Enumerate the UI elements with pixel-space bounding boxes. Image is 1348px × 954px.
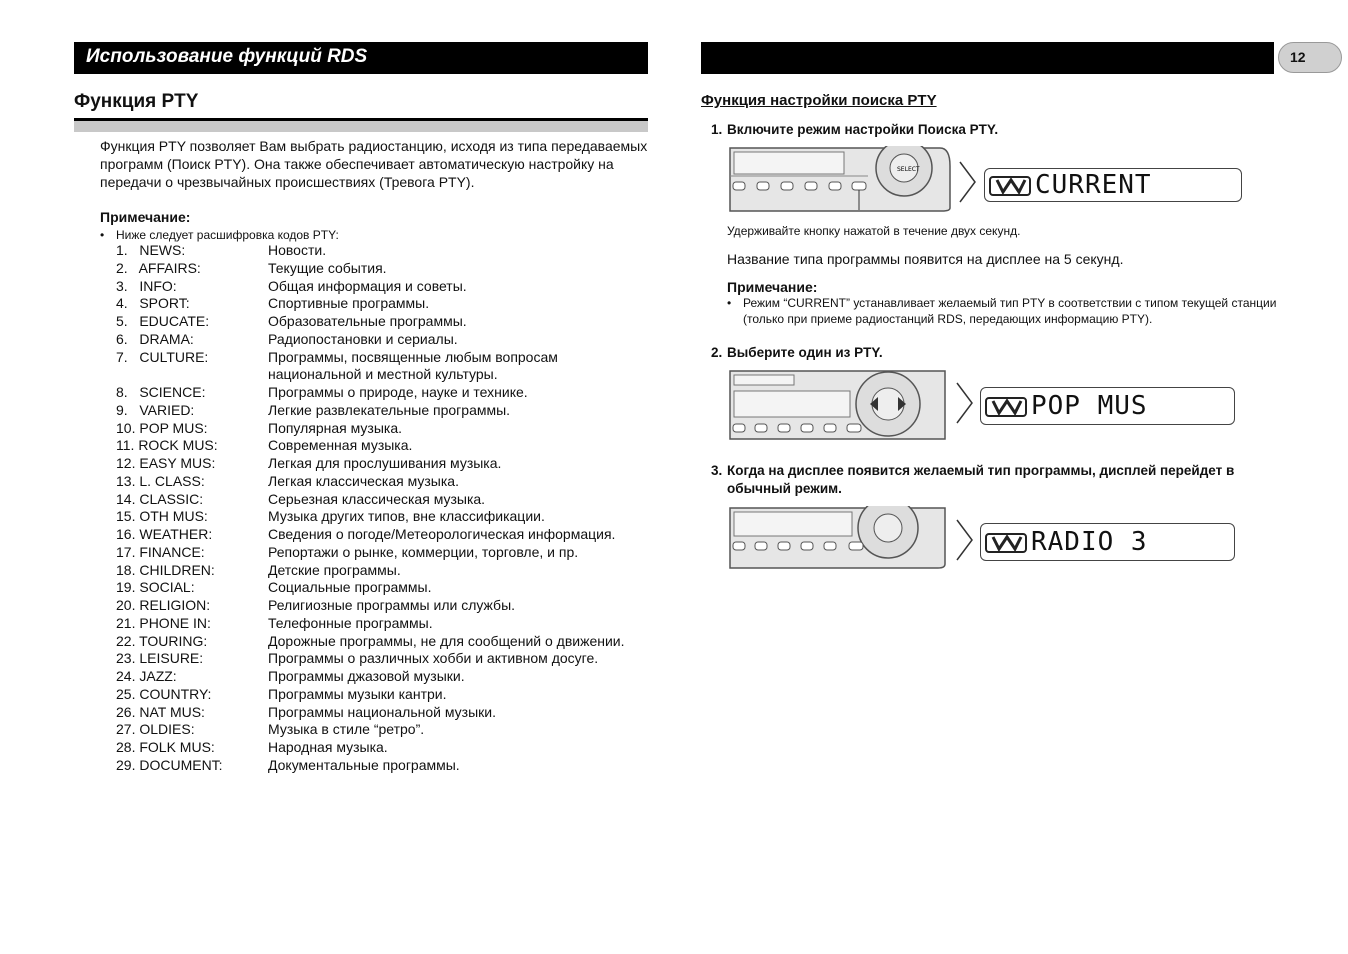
- pty-description: Дорожные программы, не для сообщений о движении.: [268, 632, 625, 649]
- pty-search-subtitle: Функция настройки поиска PTY: [701, 92, 937, 109]
- pty-description: Легкая для прослушивания музыка.: [268, 455, 502, 471]
- pty-description: Образовательные программы.: [268, 313, 467, 329]
- pty-description: Легкие развлекательные программы.: [268, 401, 511, 418]
- pty-code: 25. COUNTRY:: [116, 685, 212, 702]
- intro-paragraph: Функция PTY позволяет Вам выбрать радиостанцию, исходя из типа передаваемых программ (Поиск PTY). Она также обеспечивает автоматическую настройку на передачи о чрезвычайных происшествиях (Тревога PTY).: [100, 138, 648, 190]
- pty-description: Телефонные программы.: [268, 614, 433, 631]
- pty-description: Программы джазовой музыки.: [268, 668, 465, 684]
- page-number: 12: [1290, 49, 1306, 65]
- pty-description: Радиопостановки и сериалы.: [268, 330, 458, 347]
- pty-code: 8. SCIENCE:: [116, 384, 206, 400]
- pty-description: Детские программы.: [268, 561, 401, 578]
- pty-description: Легкая классическая музыка.: [268, 472, 459, 489]
- pty-code: 27. OLDIES:: [116, 721, 195, 738]
- pty-code: 20. RELIGION:: [116, 597, 211, 613]
- pty-icon: [989, 175, 1033, 197]
- pty-code: 23. LEISURE:: [116, 650, 204, 667]
- pty-code: 21. PHONE IN:: [116, 614, 211, 631]
- pty-code: 22. TOURING:: [116, 632, 208, 649]
- svg-text:SELECT: SELECT: [897, 166, 920, 173]
- arrow-right-icon: [955, 381, 975, 425]
- lcd-text: RADIO 3: [1031, 527, 1148, 557]
- pty-description: Музыка других типов, вне классификации.: [268, 508, 545, 525]
- pty-description: Религиозные программы или службы.: [268, 597, 516, 613]
- note-bullet: • Ниже следует расшифровка кодов PTY:: [100, 228, 339, 242]
- pty-description: Программы музыки кантри.: [268, 685, 447, 702]
- step-text: Выберите один из PTY.: [727, 345, 883, 360]
- hold-caption: Удерживайте кнопку нажатой в течение двух секунд.: [727, 224, 1021, 238]
- pty-description: Серьезная классическая музыка.: [268, 490, 486, 507]
- step-text: Когда на дисплее появится желаемый тип программы, дисплей перейдет в обычный режим.: [727, 463, 1235, 496]
- lcd-text: CURRENT: [1035, 170, 1152, 200]
- page-number-badge: [1278, 42, 1342, 73]
- pty-description: Программы национальной музыки.: [268, 703, 496, 720]
- section-title: Функция PTY: [74, 91, 199, 112]
- pty-description: Современная музыка.: [268, 437, 413, 454]
- pty-description: Программы, посвященные любым вопросам национальной и местной культуры.: [268, 348, 558, 383]
- arrow-right-icon: [955, 518, 975, 562]
- right-note-text: Режим “CURRENT” устанавливает желаемый тип PTY в соответствии с типом текущей станции (только при приеме радиостанций RDS, передающих информацию PTY).: [743, 296, 1277, 326]
- right-header-bar: [701, 42, 1274, 74]
- pty-description: Популярная музыка.: [268, 419, 403, 436]
- pty-icon: [985, 532, 1029, 554]
- head-unit-illustration-1: [728, 146, 952, 212]
- lcd-display-current: [984, 168, 1242, 202]
- pty-code: 19. SOCIAL:: [116, 579, 195, 596]
- title-rule-shade: [74, 121, 648, 132]
- pty-code: 14. CLASSIC:: [116, 490, 204, 507]
- note-title: Примечание:: [100, 209, 191, 225]
- left-header-bar: [74, 42, 648, 74]
- pty-description: Программы о различных хобби и активном досуге.: [268, 650, 599, 667]
- pty-code: 18. CHILDREN:: [116, 561, 215, 578]
- pty-code: 4. SPORT:: [116, 295, 190, 312]
- head-unit-illustration-2: [728, 369, 948, 441]
- lcd-display-pop-mus: [980, 387, 1235, 425]
- pty-code: 29. DOCUMENT:: [116, 756, 223, 773]
- pty-icon: [985, 396, 1029, 418]
- lcd-display-radio-3: [980, 523, 1235, 561]
- step-number: 2.: [711, 345, 723, 360]
- pty-description: Программы о природе, науке и технике.: [268, 384, 528, 400]
- step-text: Включите режим настройки Поиска PTY.: [727, 122, 999, 137]
- pty-code: 3. INFO:: [116, 277, 177, 294]
- pty-description: Народная музыка.: [268, 739, 388, 755]
- pty-code: 1. NEWS:: [116, 242, 186, 258]
- chapter-title: Использование функций RDS: [86, 46, 368, 67]
- display-note: Название типа программы появится на дисплее на 5 секунд.: [727, 251, 1124, 267]
- pty-description: Общая информация и советы.: [268, 277, 467, 294]
- pty-description: Сведения о погоде/Метеорологическая информация.: [268, 526, 616, 542]
- pty-code: 5. EDUCATE:: [116, 313, 210, 329]
- pty-code: 12. EASY MUS:: [116, 455, 216, 471]
- right-note-title: Примечание:: [727, 279, 818, 295]
- pty-description: Текущие события.: [268, 259, 387, 276]
- pty-code: 10. POP MUS:: [116, 419, 208, 436]
- pty-code: 11. ROCK MUS:: [116, 437, 218, 454]
- pty-code: 17. FINANCE:: [116, 543, 205, 560]
- pty-code: 24. JAZZ:: [116, 668, 177, 684]
- pty-code: 15. OTH MUS:: [116, 508, 208, 525]
- pty-code: 9. VARIED:: [116, 401, 195, 418]
- step-number: 3.: [711, 463, 723, 478]
- pty-code: 6. DRAMA:: [116, 330, 194, 347]
- pty-code: 2. AFFAIRS:: [116, 259, 201, 276]
- step-number: 1.: [711, 122, 723, 137]
- lcd-text: POP MUS: [1031, 391, 1148, 421]
- pty-description: Социальные программы.: [268, 579, 432, 596]
- head-unit-illustration-3: [728, 506, 948, 570]
- pty-description: Документальные программы.: [268, 756, 460, 773]
- pty-description: Музыка в стиле “ретро”.: [268, 721, 425, 738]
- pty-description: Репортажи о рынке, коммерции, торговле, и пр.: [268, 543, 579, 560]
- pty-code: 16. WEATHER:: [116, 526, 213, 542]
- arrow-right-icon: [958, 160, 978, 204]
- pty-code: 13. L. CLASS:: [116, 472, 205, 489]
- pty-description: Спортивные программы.: [268, 295, 430, 312]
- pty-code: 26. NAT MUS:: [116, 703, 205, 720]
- note-bullet-text: Ниже следует расшифровка кодов PTY:: [116, 228, 339, 242]
- pty-code: 28. FOLK MUS:: [116, 739, 215, 755]
- pty-code: 7. CULTURE:: [116, 348, 209, 365]
- pty-description: Новости.: [268, 242, 327, 258]
